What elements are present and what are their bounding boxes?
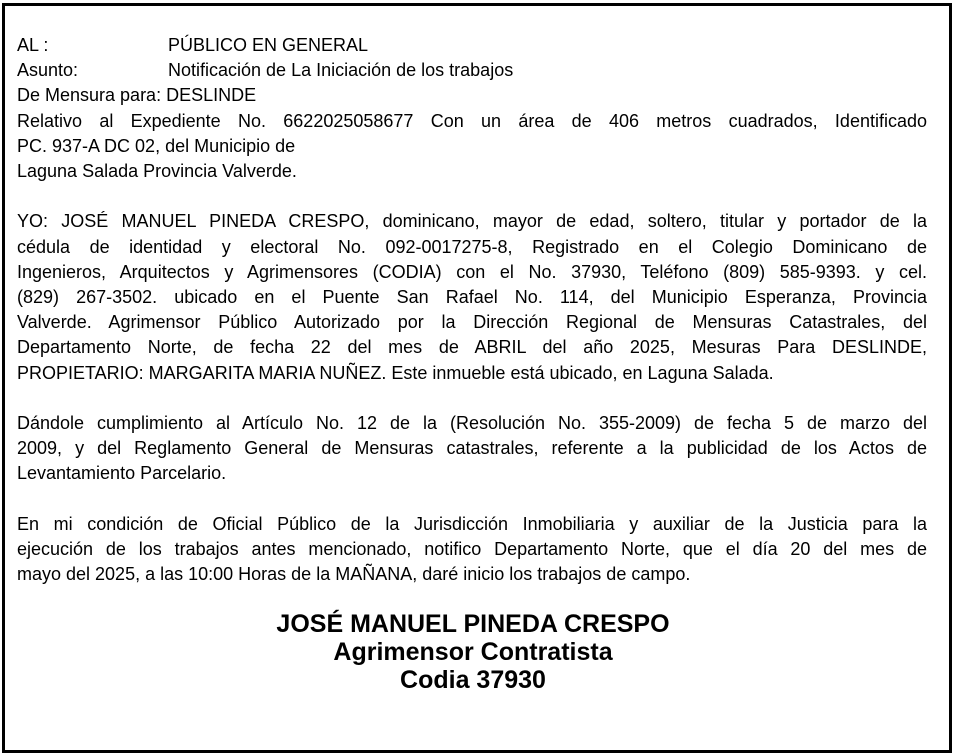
header-line: Relativo al Expediente No. 6622025058677 Con un área de 406 metros cuadrados, Identificado: [17, 110, 927, 131]
paragraph2-line: Levantamiento Parcelario.: [17, 463, 227, 484]
paragraph1-line: PROPIETARIO: MARGARITA MARIA NUÑEZ. Este inmueble está ubicado, en Laguna Salada.: [17, 362, 774, 383]
recipient-value: PÚBLICO EN GENERAL: [168, 35, 369, 55]
paragraph2-line: Dándole cumplimiento al Artículo No. 12 de la (Resolución No. 355-2009) de fecha 5 de marzo del: [17, 413, 927, 434]
paragraph1-line: Ingenieros, Arquitectos y Agrimensores (CODIA) con el No. 37930, Teléfono (809) 585-9393. y cel.: [17, 261, 927, 282]
signatory-registration: Codia 37930: [400, 666, 546, 694]
subject-value: Notificación de La Iniciación de los trabajos: [168, 60, 514, 81]
signatory-name: JOSÉ MANUEL PINEDA CRESPO: [276, 610, 670, 638]
recipient-row: [17, 33, 927, 58]
header-line: PC. 937-A DC 02, del Municipio de: [17, 135, 296, 156]
recipient-label: AL :: [17, 35, 49, 55]
paragraph1-line: YO: JOSÉ MANUEL PINEDA CRESPO, dominicano, mayor de edad, soltero, titular y portador de la: [17, 211, 927, 232]
paragraph1-line: Valverde. Agrimensor Público Autorizado por la Dirección Regional de Mensuras Catastrales, del: [17, 312, 927, 333]
subject-row: [17, 58, 927, 83]
subject-label: Asunto:: [17, 60, 79, 81]
header-line: Laguna Salada Provincia Valverde.: [17, 161, 297, 182]
paragraph3-line: mayo del 2025, a las 10:00 Horas de la MAÑANA, daré inicio los trabajos de campo.: [17, 564, 691, 585]
paragraph2-line: 2009, y del Reglamento General de Mensuras catastrales, referente a la publicidad de los Actos de: [17, 438, 927, 459]
paragraph1-line: cédula de identidad y electoral No. 092-0017275-8, Registrado en el Colegio Dominicano de: [17, 236, 927, 257]
paragraph3-line: En mi condición de Oficial Público de la Jurisdicción Inmobiliaria y auxiliar de la Justicia para la: [17, 513, 927, 534]
signature-block: [0, 610, 946, 694]
signatory-title: Agrimensor Contratista: [333, 638, 613, 666]
paragraph1-line: Departamento Norte, de fecha 22 del mes de ABRIL del año 2025, Mesuras Para DESLINDE,: [17, 337, 927, 358]
notice-body: [17, 33, 927, 587]
paragraph3-line: ejecución de los trabajos antes mencionado, notifico Departamento Norte, que el día 20 del mes de: [17, 539, 927, 560]
paragraph1-line: (829) 267-3502. ubicado en el Puente San Rafael No. 114, del Municipio Esperanza, Provincia: [17, 287, 927, 308]
header-line: De Mensura para: DESLINDE: [17, 85, 257, 106]
